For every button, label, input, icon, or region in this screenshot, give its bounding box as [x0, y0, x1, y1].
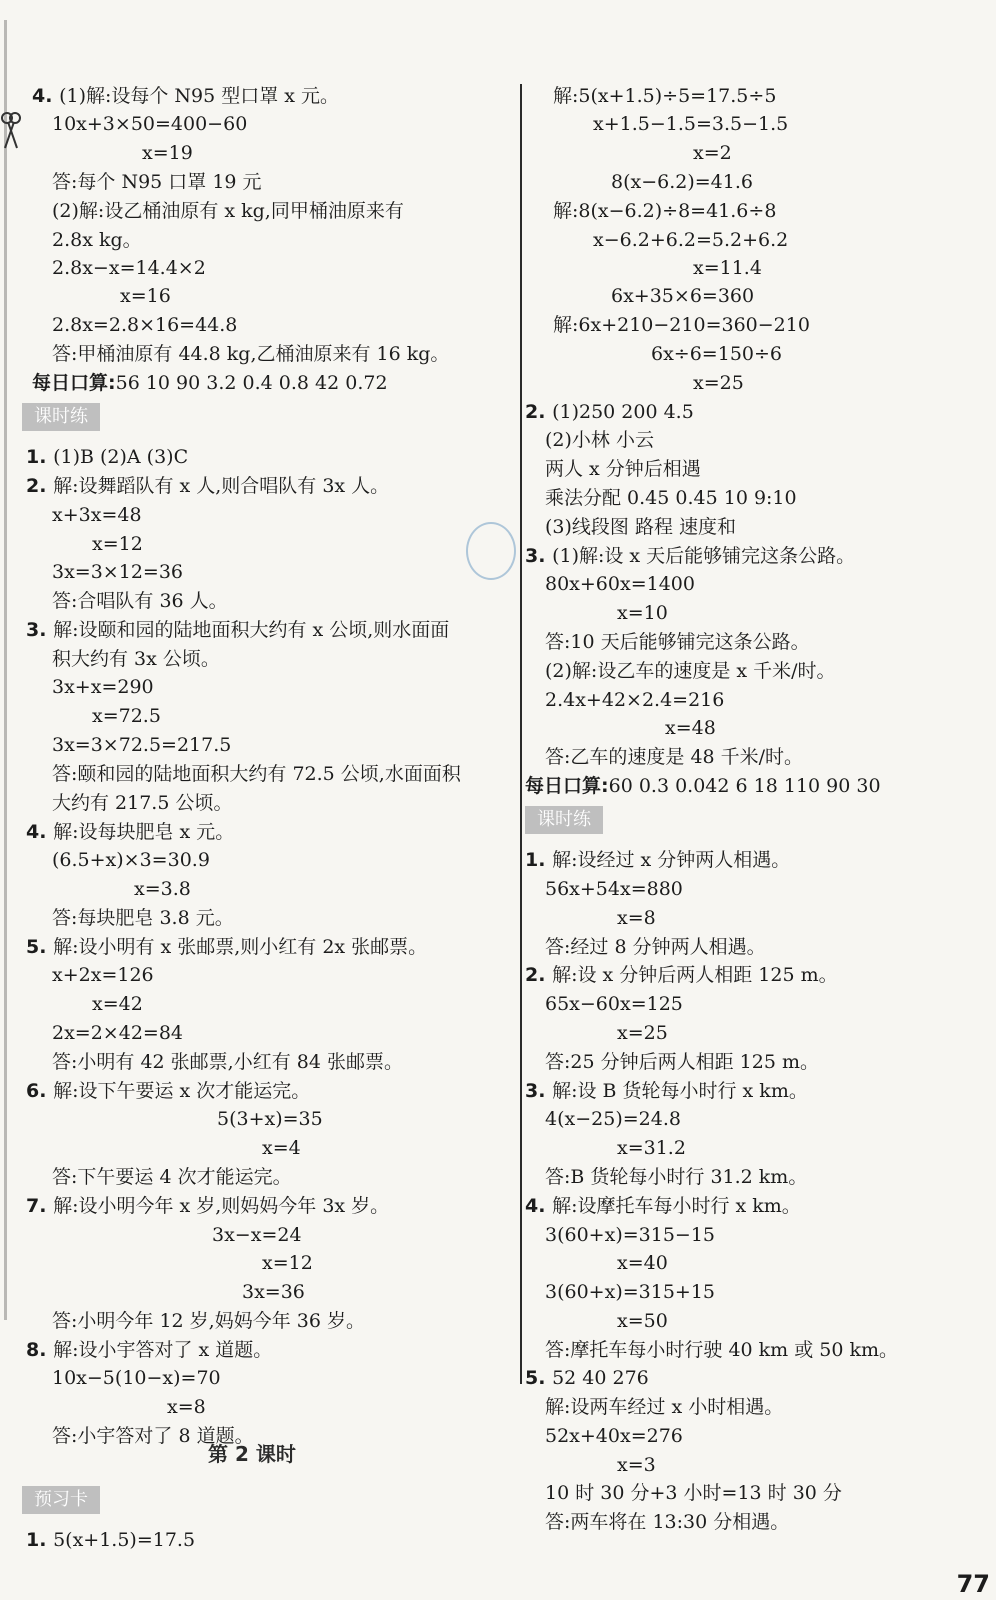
question-line [26, 820, 234, 844]
answer-line [593, 112, 788, 136]
mental-math-line [32, 371, 388, 395]
line-text: x=48 [665, 717, 716, 739]
line-text: x=42 [92, 993, 143, 1015]
answer-line [545, 992, 683, 1016]
answer-line [545, 1338, 898, 1362]
line-text: 答:小明有 42 张邮票,小红有 84 张邮票。 [52, 1051, 403, 1073]
question-line [525, 1194, 801, 1218]
answer-line [134, 877, 191, 901]
line-text: 3x−x=24 [212, 1224, 302, 1246]
question-number: 2. [525, 401, 553, 423]
line-text: 10x−5(10−x)=70 [52, 1367, 221, 1389]
answer-line [545, 1223, 715, 1247]
line-text: 答:B 货轮每小时行 31.2 km。 [545, 1166, 808, 1188]
line-text: 答:下午要运 4 次才能运完。 [52, 1166, 292, 1188]
answer-line [545, 1481, 842, 1505]
answer-line [617, 1251, 668, 1275]
answer-line [52, 1165, 292, 1189]
answer-line [545, 572, 695, 596]
question-number: 3. [525, 545, 553, 567]
line-text: x=40 [617, 1252, 668, 1274]
line-text: 解:8(x−6.2)÷8=41.6÷8 [553, 200, 777, 222]
answer-line [545, 1165, 807, 1189]
answer-line [262, 1251, 313, 1275]
line-text: 80x+60x=1400 [545, 573, 695, 595]
answer-line [545, 630, 810, 654]
answer-line [617, 1136, 686, 1160]
answer-line [52, 762, 461, 786]
answer-line [142, 141, 193, 165]
line-text: (2)解:设乙桶油原有 x kg,同甲桶油原来有 [52, 200, 404, 222]
line-text: 3x=3×12=36 [52, 561, 184, 583]
answer-line [693, 256, 762, 280]
margin-cut-line [4, 20, 7, 1320]
line-text: 6x÷6=150÷6 [651, 343, 783, 365]
question-number: 5. [525, 1367, 553, 1389]
line-text: 解:设 x 分钟后两人相距 125 m。 [552, 964, 838, 986]
question-line [26, 1338, 272, 1362]
line-text: 3x+x=290 [52, 676, 154, 698]
section-title: 第 2 课时 [208, 1442, 296, 1466]
answer-line [545, 688, 724, 712]
line-text: x+3x=48 [52, 504, 142, 526]
answer-line [52, 647, 220, 671]
line-text: (1)解:设 x 天后能够铺完这条公路。 [552, 545, 856, 567]
column-divider [520, 84, 522, 1384]
line-text: 解:设摩托车每小时行 x km。 [552, 1195, 801, 1217]
line-text: (2)小林 小云 [545, 429, 654, 451]
question-line [26, 1079, 310, 1103]
line-text: 解:6x+210−210=360−210 [553, 314, 810, 336]
line-text: 8(x−6.2)=41.6 [611, 171, 753, 193]
question-line [26, 474, 389, 498]
line-text: 56 10 90 3.2 0.4 0.8 42 0.72 [115, 372, 388, 394]
question-line [26, 445, 188, 469]
line-text: 6x+35×6=360 [611, 285, 755, 307]
question-number: 3. [26, 619, 54, 641]
question-line [525, 1366, 649, 1390]
line-text: 答:25 分钟后两人相距 125 m。 [545, 1051, 819, 1073]
answer-line [52, 848, 210, 872]
answer-line [52, 112, 247, 136]
question-number: 6. [26, 1080, 54, 1102]
answer-line [217, 1107, 323, 1131]
answer-line [52, 1021, 183, 1045]
question-line [32, 84, 339, 108]
line-text: 答:10 天后能够铺完这条公路。 [545, 631, 810, 653]
answer-line [617, 1309, 668, 1333]
answer-line [52, 342, 449, 366]
question-line [26, 935, 427, 959]
line-text: x=2 [693, 142, 732, 164]
line-text: x=8 [617, 907, 656, 929]
answer-line [52, 1050, 403, 1074]
answer-line [545, 1395, 783, 1419]
answer-line [545, 659, 836, 683]
answer-line [545, 1280, 715, 1304]
line-text: 答:小宇答对了 8 道题。 [52, 1425, 254, 1447]
line-text: x=50 [617, 1310, 668, 1332]
line-text: x=25 [693, 372, 744, 394]
line-text: 56x+54x=880 [545, 878, 683, 900]
question-number: 7. [26, 1195, 54, 1217]
answer-line [52, 256, 206, 280]
answer-line [262, 1136, 301, 1160]
line-text: 3(60+x)=315−15 [545, 1224, 716, 1246]
answer-line [553, 313, 810, 337]
answer-line [120, 284, 171, 308]
line-text: 解:5(x+1.5)÷5=17.5÷5 [553, 85, 777, 107]
mental-math-label: 每日口算: [32, 372, 116, 394]
line-text: 5(x+1.5)=17.5 [53, 1529, 196, 1551]
answer-line [52, 589, 228, 613]
answer-line [52, 791, 232, 815]
line-text: 解:设每块肥皂 x 元。 [53, 821, 235, 843]
line-text: 5(3+x)=35 [217, 1108, 323, 1130]
line-text: x=12 [92, 533, 143, 555]
answer-line [651, 342, 782, 366]
mental-math-line [525, 774, 881, 798]
line-text: x=19 [142, 142, 193, 164]
answer-line [212, 1223, 302, 1247]
line-text: 2.8x=2.8×16=44.8 [52, 314, 238, 336]
line-text: x+1.5−1.5=3.5−1.5 [593, 113, 789, 135]
answer-line [545, 1510, 789, 1534]
line-text: x=8 [167, 1396, 206, 1418]
question-line [525, 400, 694, 424]
answer-line [167, 1395, 206, 1419]
answer-line [693, 141, 732, 165]
line-text: x=3 [617, 1454, 656, 1476]
line-text: 65x−60x=125 [545, 993, 683, 1015]
answer-line [52, 1366, 221, 1390]
answer-line [92, 992, 143, 1016]
question-line [525, 544, 855, 568]
answer-line [52, 560, 183, 584]
line-text: 解:设颐和园的陆地面积大约有 x 公顷,则水面面 [53, 619, 450, 641]
answer-line [52, 963, 154, 987]
line-text: 解:设小宇答对了 x 道题。 [53, 1339, 273, 1361]
line-text: (1)解:设每个 N95 型口罩 x 元。 [59, 85, 340, 107]
line-text: 大约有 217.5 公顷。 [52, 792, 233, 814]
line-text: 2.4x+42×2.4=216 [545, 689, 725, 711]
question-line [26, 1194, 389, 1218]
answer-line [52, 199, 404, 223]
answer-line [52, 906, 234, 930]
answer-line [545, 935, 766, 959]
answer-line [545, 457, 701, 481]
question-number: 1. [26, 446, 54, 468]
question-number: 2. [26, 475, 54, 497]
answer-line [92, 532, 143, 556]
answer-line [545, 515, 736, 539]
question-number: 3. [525, 1080, 553, 1102]
line-text: 答:乙车的速度是 48 千米/时。 [545, 746, 804, 768]
section-badge: 课时练 [22, 403, 100, 431]
line-text: 解:设小明有 x 张邮票,则小红有 2x 张邮票。 [53, 936, 428, 958]
line-text: 积大约有 3x 公顷。 [52, 648, 220, 670]
answer-line [52, 170, 262, 194]
answer-line [52, 675, 154, 699]
answer-line [52, 733, 231, 757]
line-text: 答:两车将在 13:30 分相遇。 [545, 1511, 790, 1533]
answer-line [553, 84, 776, 108]
line-text: 4(x−25)=24.8 [545, 1108, 681, 1130]
line-text: 两人 x 分钟后相遇 [545, 458, 701, 480]
line-text: 解:设下午要运 x 次才能运完。 [53, 1080, 311, 1102]
answer-line [593, 228, 788, 252]
answer-line [242, 1280, 305, 1304]
line-text: (2)解:设乙车的速度是 x 千米/时。 [545, 660, 836, 682]
line-text: x=31.2 [617, 1137, 686, 1159]
answer-line [617, 1453, 656, 1477]
line-text: 答:摩托车每小时行驶 40 km 或 50 km。 [545, 1339, 899, 1361]
section-badge: 预习卡 [22, 1486, 100, 1514]
line-text: (3)线段图 路程 速度和 [545, 516, 736, 538]
line-text: 10x+3×50=400−60 [52, 113, 248, 135]
line-text: 解:设舞蹈队有 x 人,则合唱队有 3x 人。 [53, 475, 390, 497]
line-text: x=16 [120, 285, 171, 307]
line-text: 答:经过 8 分钟两人相遇。 [545, 936, 766, 958]
answer-line [693, 371, 744, 395]
question-number: 4. [525, 1195, 553, 1217]
question-number: 5. [26, 936, 54, 958]
line-text: 解:设小明今年 x 岁,则妈妈今年 3x 岁。 [53, 1195, 390, 1217]
question-number: 4. [32, 85, 60, 107]
question-line [26, 1528, 195, 1552]
line-text: (6.5+x)×3=30.9 [52, 849, 210, 871]
stamp-icon [466, 522, 516, 580]
answer-line [545, 877, 683, 901]
answer-line [52, 1309, 365, 1333]
answer-line [545, 1050, 819, 1074]
line-text: 60 0.3 0.042 6 18 110 90 30 [608, 775, 881, 797]
line-text: (1)B (2)A (3)C [53, 446, 189, 468]
line-text: x−6.2+6.2=5.2+6.2 [593, 229, 789, 251]
answer-line [617, 601, 668, 625]
question-number: 1. [26, 1529, 54, 1551]
line-text: 2x=2×42=84 [52, 1022, 184, 1044]
line-text: x=72.5 [92, 705, 161, 727]
line-text: 答:颐和园的陆地面积大约有 72.5 公顷,水面面积 [52, 763, 461, 785]
line-text: 乘法分配 0.45 0.45 10 9:10 [545, 487, 797, 509]
question-line [525, 848, 790, 872]
line-text: x=25 [617, 1022, 668, 1044]
line-text: x=4 [262, 1137, 301, 1159]
question-line [525, 963, 838, 987]
line-text: 10 时 30 分+3 小时=13 时 30 分 [545, 1482, 842, 1504]
line-text: 2.8x kg。 [52, 229, 142, 251]
question-line [26, 618, 449, 642]
answer-line [545, 1424, 683, 1448]
line-text: 52x+40x=276 [545, 1425, 683, 1447]
line-text: 解:设 B 货轮每小时行 x km。 [552, 1080, 808, 1102]
line-text: 解:设经过 x 分钟两人相遇。 [552, 849, 791, 871]
line-text: 2.8x−x=14.4×2 [52, 257, 206, 279]
line-text: x=11.4 [693, 257, 762, 279]
answer-line [545, 745, 803, 769]
line-text: x=3.8 [134, 878, 191, 900]
line-text: 答:每块肥皂 3.8 元。 [52, 907, 234, 929]
line-text: 52 40 276 [552, 1367, 649, 1389]
line-text: (1)250 200 4.5 [552, 401, 694, 423]
line-text: 3(60+x)=315+15 [545, 1281, 716, 1303]
line-text: 答:合唱队有 36 人。 [52, 590, 228, 612]
question-number: 8. [26, 1339, 54, 1361]
line-text: 3x=36 [242, 1281, 305, 1303]
question-number: 1. [525, 849, 553, 871]
answer-line [665, 716, 716, 740]
question-number: 2. [525, 964, 553, 986]
line-text: 答:小明今年 12 岁,妈妈今年 36 岁。 [52, 1310, 365, 1332]
question-number: 4. [26, 821, 54, 843]
line-text: 解:设两车经过 x 小时相遇。 [545, 1396, 784, 1418]
answer-line [553, 199, 776, 223]
line-text: 3x=3×72.5=217.5 [52, 734, 232, 756]
scissors-icon [0, 110, 22, 150]
answer-line [545, 1107, 681, 1131]
question-line [525, 1079, 808, 1103]
answer-line [52, 503, 142, 527]
answer-line [617, 906, 656, 930]
line-text: x+2x=126 [52, 964, 154, 986]
answer-line [545, 486, 797, 510]
answer-line [617, 1021, 668, 1045]
answer-line [52, 228, 142, 252]
answer-line [545, 428, 654, 452]
mental-math-label: 每日口算: [525, 775, 609, 797]
section-badge: 课时练 [525, 806, 603, 834]
page-number: 77 [956, 1570, 990, 1598]
line-text: 答:每个 N95 口罩 19 元 [52, 171, 262, 193]
answer-line [92, 704, 161, 728]
line-text: x=10 [617, 602, 668, 624]
line-text: 答:甲桶油原有 44.8 kg,乙桶油原来有 16 kg。 [52, 343, 450, 365]
answer-line [611, 284, 754, 308]
answer-line [52, 313, 237, 337]
answer-line [611, 170, 753, 194]
line-text: x=12 [262, 1252, 313, 1274]
